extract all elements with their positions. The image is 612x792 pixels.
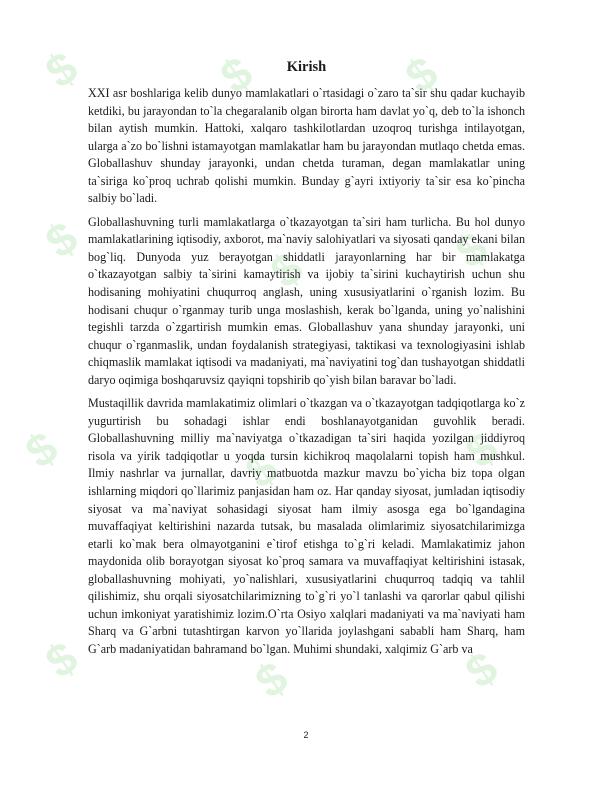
page-title: Kirish [286, 59, 327, 75]
paragraph-3: Mustaqillik davrida mamlakatimiz olimlari o`tkazgan va o`tkazayotgan tadqiqotlarga ko`z yugurtirish bu sohadagi ishlar endi boshlanayotganidan guvohlik beradi. Globallashuvning milliy ma`naviyatga o`tkazadigan ta`siri haqida yozilgan jiddiyroq risola va yirik tadqiqotlar u yoqda tursin kichikroq maqolalarni topish ham mushkul. Ilmiy nashrlar va jurnallar, davriy matbuotda mazkur mavzu bo`yicha biz topa olgan ishlarning miqdori qo`llarimiz panjasidan ham oz. Har qanday siyosat, jumladan iqtisodiy siyosat va ma`naviyat sohasidagi siyosat ham ilmiy asosga ega bo`lgandagina muvaffaqiyat keltirishini nazarda tutsak, bu masalada olimlarimiz siyosatchilarimizga etarli ko`mak bera olmayotganini e`tirof etishga to`g`ri keladi. Mamlakatimiz jahon maydonida olib borayotgan siyosat ko`proq samara va muvaffaqiyat keltirishini istasak, globallashuvning mohiyati, yo`nalishlari, xususiyatlarini chuqurroq tadqiq va tahlil qilishimiz, shu orqali siyosatchilarimizning to`g`ri yo`l tanlashi va qarorlar qabul qilishi uchun imkoniyat yaratishimiz lozim.O`rta Osiyo xalqlari madaniyati va ma`naviyati ham Sharq va G`arbni tutashtirgan karvon yo`llarida joylashgani sababli ham Sharq, ham G`arb madaniyatidan bahramand bo`lgan. Muhimi shundaki, xalqimiz G`arb va [88, 396, 525, 656]
svg-text:$: $ [455, 640, 507, 699]
paragraph-1: XXI asr boshlariga kelib dunyo mamlakatlari o`rtasidagi o`zaro ta`sir shu qadar kuchayib ketdiki, bu jarayondan to`la chegaralanib olgan birorta ham davlat yo`q, deb to`la ishonch bilan aytish mumkin. Hattoki, xalqaro tashkilotlardan uzoqroq turishga intilayotgan, ularga a`zo bo`lishni istamayotgan mamlakatlar ham bu jarayondan mutlaqo chetda emas. Globallashuv shunday jarayonki, undan chetda turaman, degan mamlakatlar uning ta`siriga ko`proq uchrab qolishi mumkin. Bunday g`ayri ixtiyoriy ta`sir esa ko`pincha salbiy bo`ladi. [88, 86, 525, 206]
svg-text:$: $ [35, 40, 87, 99]
svg-text:$: $ [455, 420, 507, 479]
svg-text:$: $ [210, 45, 262, 104]
svg-text:$: $ [260, 240, 312, 299]
svg-text:$: $ [35, 210, 87, 269]
svg-text:$: $ [245, 650, 297, 709]
document-body [88, 57, 525, 665]
svg-text:$: $ [235, 440, 287, 499]
svg-text:$: $ [15, 420, 67, 479]
paragraph-2: Globallashuvning turli mamlakatlarga o`tkazayotgan ta`siri ham turlicha. Bu hol dunyo mamlakatlarining iqtisodiy, axborot, ma`naviy salohiyatlari va siyosati qanday ekani bilan bog`liq. Dunyoda yuz berayotgan shiddatli jarayonlarning har bir mamlakatga o`tkazayotgan salbiy ta`sirini kamaytirish va ijobiy ta`sirini kuchaytirish uchun shu hodisaning mohiyatini chuqurroq anglash, uning xususiyatlarini o`rganish lozim. Bu hodisani chuqur o`rganmay turib unga moslashish, kerak bo`lganda, uning yo`nalishini tegishli tarzda o`zgartirish mumkin emas. Globallashuv yana shunday jarayonki, uni chuqur o`rganmaslik, undan foydalanish strategiyasi, taktikasi va texnologiyasini ishlab chiqmaslik mamlakat iqtisodi va madaniyati, ma`naviyatini tog`dan tushayotgan shiddatli daryo oqimiga boshqaruvsiz qayiqni topshirib qo`yish bilan baravar bo`ladi. [88, 214, 525, 387]
svg-text:$: $ [35, 630, 87, 689]
svg-text:$: $ [395, 45, 447, 104]
svg-text:$: $ [445, 220, 497, 279]
page-number: 2 [303, 730, 309, 740]
